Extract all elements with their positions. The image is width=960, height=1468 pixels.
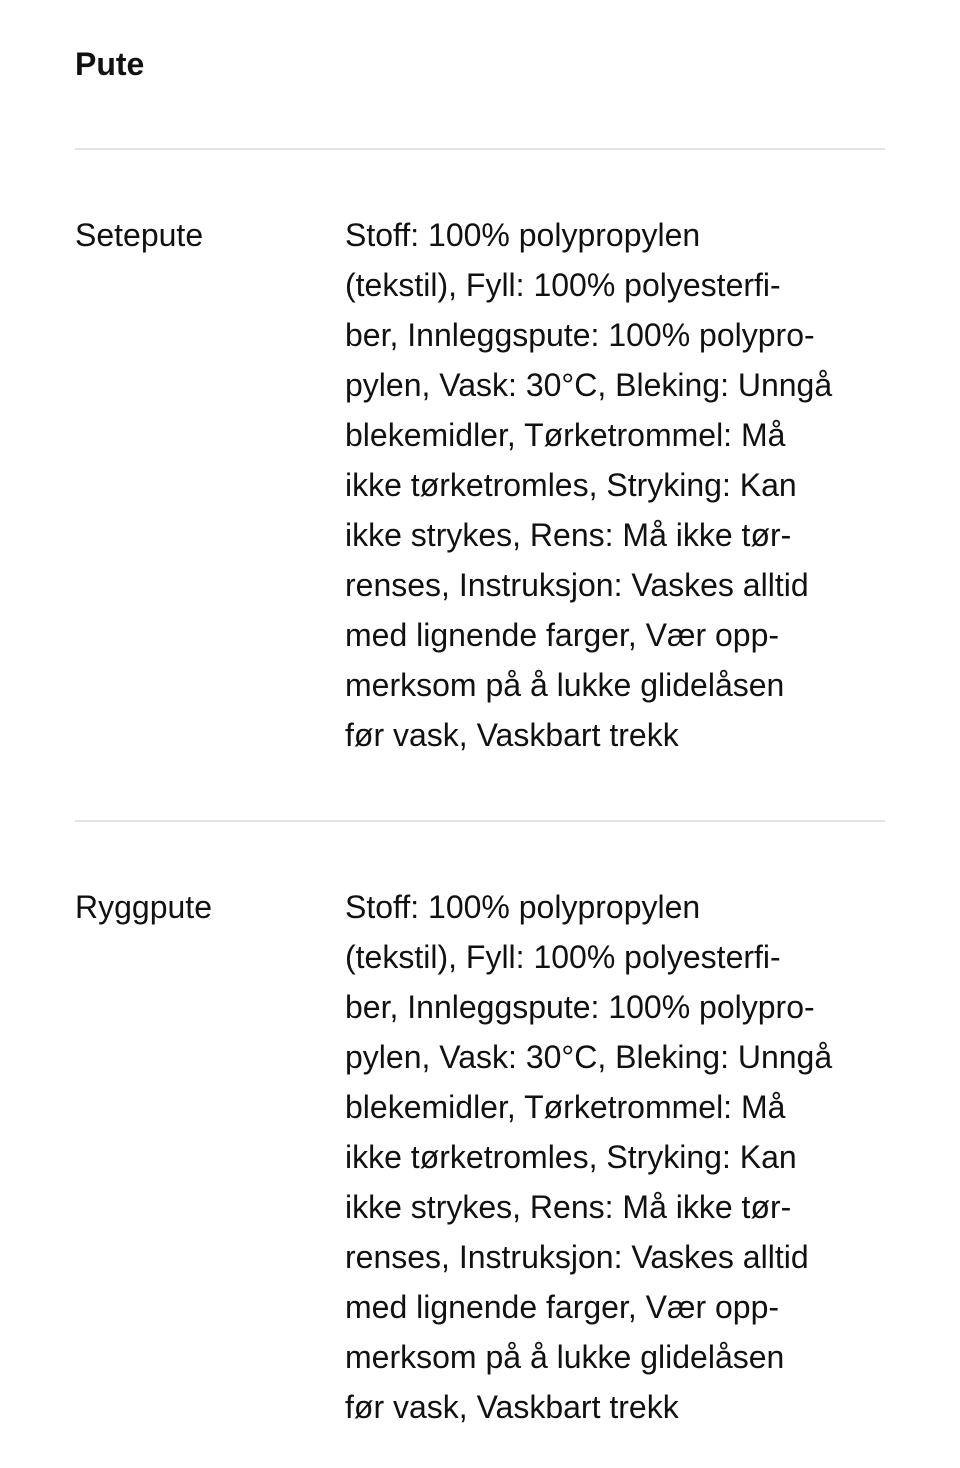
value-line: Stoff: 100% polypropylen [345,217,701,253]
value-line: blekemidler, Tørketrommel: Må [345,417,786,453]
row-label: Ryggpute [75,889,212,925]
value-line: med lignende farger, Vær opp- [345,617,780,653]
value-line: Stoff: 100% polypropylen [345,889,701,925]
value-line: ber, Innleggspute: 100% polypro- [345,317,815,353]
value-line: renses, Instruksjon: Vaskes alltid [345,567,809,603]
value-line: med lignende farger, Vær opp- [345,1289,780,1325]
row-value [345,210,832,760]
value-line: merksom på å lukke glidelåsen [345,667,785,703]
value-line: blekemidler, Tørketrommel: Må [345,1089,786,1125]
value-line: ikke strykes, Rens: Må ikke tør- [345,517,792,553]
value-line: ber, Innleggspute: 100% polypro- [345,989,815,1025]
divider [75,820,885,822]
section-title: Pute [75,46,145,82]
value-line: før vask, Vaskbart trekk [345,1389,679,1425]
value-line: pylen, Vask: 30°C, Bleking: Unngå [345,1039,833,1075]
value-line: (tekstil), Fyll: 100% polyesterfi- [345,267,781,303]
value-line: (tekstil), Fyll: 100% polyesterfi- [345,939,781,975]
value-line: ikke tørketromles, Stryking: Kan [345,467,797,503]
value-line: renses, Instruksjon: Vaskes alltid [345,1239,809,1275]
value-line: før vask, Vaskbart trekk [345,717,679,753]
row-value [345,882,832,1432]
value-line: ikke strykes, Rens: Må ikke tør- [345,1189,792,1225]
value-line: merksom på å lukke glidelåsen [345,1339,785,1375]
value-line: ikke tørketromles, Stryking: Kan [345,1139,797,1175]
divider [75,148,885,150]
value-line: pylen, Vask: 30°C, Bleking: Unngå [345,367,833,403]
row-label: Setepute [75,217,204,253]
